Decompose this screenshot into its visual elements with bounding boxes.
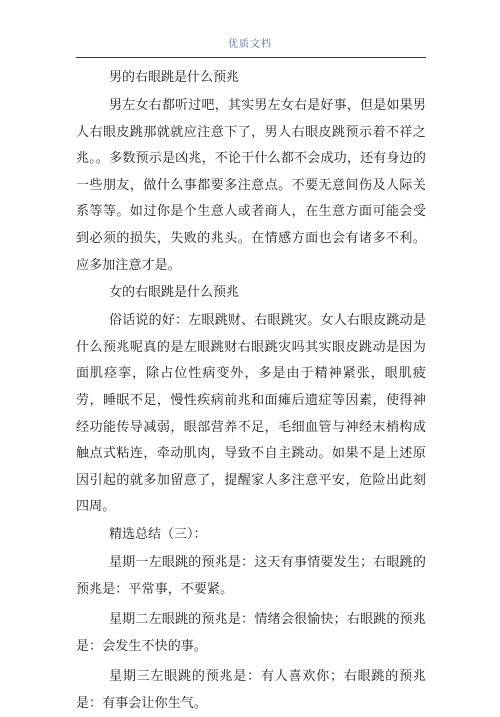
document-header-title: 优质文档 xyxy=(228,39,272,50)
section-heading: 男的右眼跳是什么预兆 xyxy=(109,70,240,85)
section-male-right-eye xyxy=(76,64,426,279)
paragraph-monday: 星期一左眼跳的预兆是：这天有事情要发生；右眼跳的预兆是：平常事，不要紧。 xyxy=(76,554,426,597)
header-divider xyxy=(76,57,426,58)
paragraph-tuesday: 星期二左眼跳的预兆是：情绪会很愉快；右眼跳的预兆是：会发生不快的事。 xyxy=(76,612,426,654)
section-heading: 精选总结（三）： xyxy=(109,526,207,542)
paragraph-wednesday: 星期三左眼跳的预兆是：有人喜欢你；右眼跳的预兆是：有事会让你生气。 xyxy=(76,669,426,711)
paragraph: 男左女右都听过吧，其实男左女右是好事，但是如果男人右眼皮跳那就就应注意下了，男人右眼皮跳预示着不祥之兆。。多数预示是凶兆，不论干什么都不会成功，还有身边的一些朋友，做什么事都要多注意点。不要无意间伤及人际关系等等。如过你是个生意人或者商人，在生意方面可能会受到必须的损失，失败的兆头。在情感方面也会有诸多不利。应多加注意才是。 xyxy=(76,98,426,273)
document-body xyxy=(76,64,426,717)
section-summary-three xyxy=(76,521,426,717)
section-female-right-eye xyxy=(76,279,426,521)
paragraph: 俗话说的好：左眼跳财、右眼跳灾。女人右眼皮跳动是什么预兆呢真的是左眼跳财右眼跳灾吗其实眼皮跳动是因为面肌痉挛，除占位性病变外，多是由于精神紧张，眼肌疲劳，睡眠不足，慢性疾病前兆和面瘫后遗症等因素，使得神经功能传导减弱，眼部营养不足，毛细血管与神经末梢构成触点式粘连，牵动肌肉，导致不自主跳动。如果不是上述原因引起的就多加留意了，提醒家人多注意平安，危险出此刻四周。 xyxy=(76,313,426,515)
section-heading: 女的右眼跳是什么预兆 xyxy=(109,285,240,301)
